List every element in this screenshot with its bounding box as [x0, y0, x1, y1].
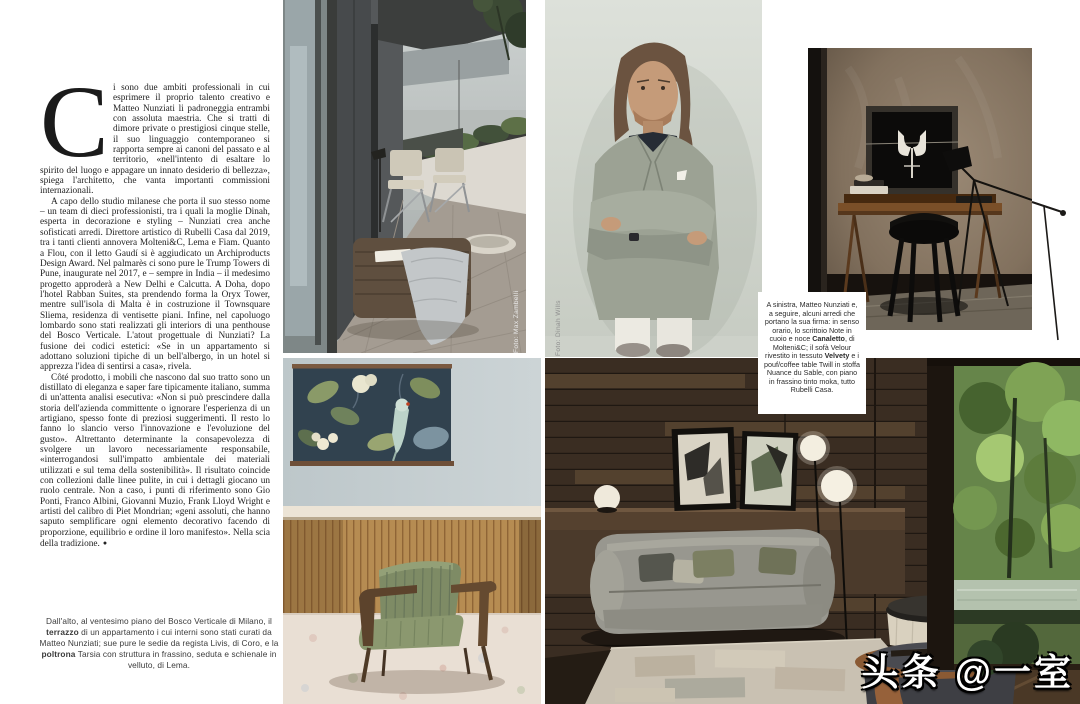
drop-cap: C: [40, 65, 109, 179]
caption-bold-canaletto: Canaletto: [812, 334, 845, 343]
caption-furniture-text: e i pouf/coffee table Twill in stoffa Nuance du Sable, con piano in frassino tinto moka, tutto Rubelli Casa.: [764, 351, 860, 394]
caption-terrace-text: di un appartamento i cui interni sono stati curati da Matteo Nunziati; sue pure le sedie da regista Livis, di Coro, e la: [39, 627, 279, 648]
watermark-text: 头条 @一室: [861, 652, 1074, 693]
lamp-arm-extension: [1032, 150, 1080, 350]
caption-terrace-text: Dall'alto, al ventesimo piano del Bosco Verticale di Milano, il: [45, 616, 273, 626]
article-paragraph-3-text: Côté prodotto, i mobili che nascono dal suo tratto sono un distillato di eleganza e saper fare tipicamente italiano, summa di un'attenta analisi esecutiva: «Non si può prescindere dalla storia dell'azienda committente o ignorare l'esperienza di un artigiano, spesso fonte di preziosi suggerimenti. Il resto lo fanno lo slancio verso l'innovazione e l'evoluzione del gusto». Altrettanto determinante la consapevolezza di svolgere un lavoro necessariamente responsabile, «interrogandosi sull'impatto ambientale dei materiali utilizzati e sul tema della sostenibilità». Il risultato coincide con collezioni dalle linee pulite, in cui i dettagli giocano un ruolo centrale. Non a caso, i punti di riferimento sono Gio Ponti, Franco Albini, Giovanni Muzio, Frank Lloyd Wright e artisti del calibro di Piet Mondrian; «geni assoluti, che hanno saputo semplificare ogni elemento decorativo facendo di proporzione, equilibrio e ordine il loro manifesto». Nella scia della tradizione.: [40, 372, 270, 550]
article-paragraph-2: A capo dello studio milanese che porta il suo stesso nome – un team di dieci professionisti, tra i quali la moglie Dinah, esperta in decorazione e styling – Nunziati crea anche sofisticati arredi. Direttore artistico di Rubelli Casa dal 2019, tra i tanti clienti annovera Molteni&C, Lema e Fiam. Quanto a Flou, con il letto Gaudí si è aggiudicato un Archiproducts Design Award. Nel palmarès ci sono pure le Trump Towers di Pune, inaugurate nel 2017, e – sempre in India – il medesimo progetto approderà a New Delhi e Calcutta. A Doha, dopo l'hotel Rabban Suites, sta prendendo forma la Oryx Tower, mentre sull'isola di Malta è in costruzione il Townsquare Sliema, residenza di ventisette piani. Infine, nel capoluogo lombardo sono stati realizzati gli interiors di una penthouse del Bosco Verticale. L'atout progettuale di Nunziati? La fusione dei codici estetici: «Se in un appartamento si adottano soluzioni tipiche di un bell'albergo, in un hotel si apprezza l'idea di sentirsi a casa», rivela.: [40, 196, 270, 373]
photo-portrait: [545, 0, 762, 357]
desk-photo-illustration: [808, 48, 1032, 330]
caption-furniture: [758, 292, 866, 414]
photo-armchair: [283, 358, 541, 704]
armchair-photo-illustration: [283, 358, 541, 704]
caption-bold-velvety: Velvety: [824, 351, 850, 360]
photo-credit-terrace: Foto: Max Zambelli: [513, 290, 520, 353]
photo-terrace: [283, 0, 526, 353]
caption-bold-poltrona: poltrona: [41, 649, 76, 659]
article-paragraph-1-text: i sono due ambiti professionali in cui esprimere il proprio talento creativo e Matteo Nunziati li padroneggia entrambi con assoluta maestria. Che si tratti di dimore private o prestigiosi cinque stelle, il suo linguaggio contemporaneo si rapporta sempre ai canoni del passato e al territorio, «nell'intento di esaltare lo spirito del luogo e appagare un innato desiderio di bellezza», spiega l'architetto, che vanta importanti commissioni internazionali.: [40, 83, 270, 197]
terrace-photo-illustration: [283, 0, 526, 353]
framed-artwork: [740, 431, 799, 511]
article-paragraph-3: [40, 373, 270, 550]
caption-terrace-bottom: [36, 616, 282, 671]
caption-bold-terrazzo: terrazzo: [46, 627, 79, 637]
caption-furniture-text: A sinistra, Matteo Nunziati e, a seguire, alcuni arredi che portano la sua firma: in senso orario, lo scrittoio Note in cuoio e noce: [764, 300, 860, 343]
photo-desk: [808, 48, 1032, 330]
article-end-mark: ●: [102, 539, 108, 548]
portrait-photo-illustration: [545, 0, 762, 357]
framed-artwork: [672, 427, 737, 511]
caption-terrace-text: Tarsia con struttura in frassino, seduta e schienale in velluto, di Lema.: [75, 649, 277, 670]
photo-credit-portrait: Foto: Dinah Wills: [555, 300, 562, 356]
article-body: [40, 65, 270, 550]
article-paragraph-1: [40, 65, 270, 197]
caption-furniture-text: , di Molteni&C; il sofà Velour rivestito in tessuto: [765, 334, 855, 360]
